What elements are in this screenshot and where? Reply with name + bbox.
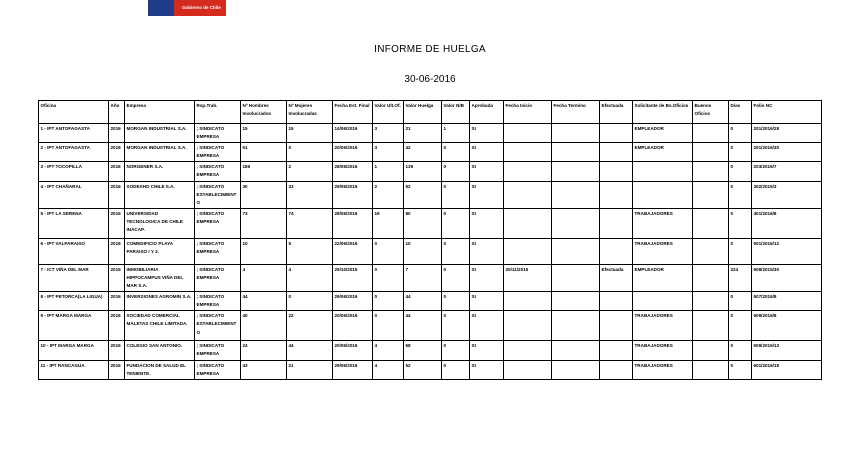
- table-cell: 601/2016/18: [752, 360, 822, 379]
- table-cell: 51: [241, 143, 287, 162]
- table-cell: 0: [442, 162, 470, 181]
- table-cell: [504, 292, 552, 311]
- table-cell: 43: [241, 360, 287, 379]
- table-cell: FUNDACION DE SALUD EL TENIENTE.: [125, 360, 195, 379]
- table-cell: ; SINDICATO EMPRESA: [195, 162, 241, 181]
- table-cell: 22/06/2016: [333, 238, 373, 264]
- table-cell: 7 - ICT VIÑA DEL MAR: [39, 264, 109, 291]
- table-cell: 42: [404, 143, 442, 162]
- table-cell: 0: [729, 238, 752, 264]
- table-cell: 2016: [109, 341, 125, 360]
- table-cell: 20/11/2015: [504, 264, 552, 291]
- column-header: Valor Ult.Of.: [373, 101, 404, 124]
- table-cell: [552, 264, 600, 291]
- table-cell: 44: [404, 292, 442, 311]
- table-cell: 52: [404, 181, 442, 208]
- table-cell: 15: [241, 124, 287, 143]
- table-cell: 201/2016/30: [752, 143, 822, 162]
- table-cell: Efectuada: [600, 264, 633, 291]
- table-cell: 401/2016/8: [752, 208, 822, 238]
- table-cell: 33: [287, 181, 333, 208]
- table-cell: 30: [241, 181, 287, 208]
- table-cell: ; SINDICATO EMPRESA: [195, 143, 241, 162]
- table-cell: 203/2016/7: [752, 162, 822, 181]
- table-cell: 7: [404, 264, 442, 291]
- table-cell: [504, 208, 552, 238]
- table-cell: 507/2016/8: [752, 292, 822, 311]
- table-cell: TRABAJADORES: [633, 238, 693, 264]
- table-cell: 28/06/2016: [333, 162, 373, 181]
- table-cell: [600, 181, 633, 208]
- table-cell: SI: [470, 208, 504, 238]
- table-cell: 10: [404, 238, 442, 264]
- table-cell: 20/06/2016: [333, 341, 373, 360]
- table-cell: 28/06/2016: [333, 208, 373, 238]
- table-cell: 2016: [109, 208, 125, 238]
- table-cell: 15: [287, 124, 333, 143]
- table-row: [39, 162, 822, 181]
- column-header: Días: [729, 101, 752, 124]
- table-cell: UNIVERSIDAD TECNOLOGICA DE CHILE INACAP.: [125, 208, 195, 238]
- table-cell: [552, 238, 600, 264]
- table-cell: 1: [442, 124, 470, 143]
- table-cell: SODEXHO CHILE S.A.: [125, 181, 195, 208]
- table-cell: 2016: [109, 360, 125, 379]
- table-row: [39, 311, 822, 341]
- table-cell: SI: [470, 143, 504, 162]
- column-header: Rsp.Trab.: [195, 101, 241, 124]
- table-cell: SOCIEDAD COMERCIAL MALETAS CHILE LIMITADA.: [125, 311, 195, 341]
- logo-text: Gobierno de Chile: [182, 5, 221, 10]
- table-cell: 4: [287, 264, 333, 291]
- table-cell: SI: [470, 360, 504, 379]
- table-cell: 20/06/2016: [333, 311, 373, 341]
- table-cell: 29/06/2016: [333, 181, 373, 208]
- table-cell: [552, 311, 600, 341]
- table-cell: 21: [287, 360, 333, 379]
- table-cell: 29/10/2015: [333, 264, 373, 291]
- table-cell: 2016: [109, 292, 125, 311]
- table-cell: ; SINDICATO EMPRESA: [195, 341, 241, 360]
- table-cell: 0: [287, 143, 333, 162]
- table-body: [39, 124, 822, 380]
- table-cell: [600, 124, 633, 143]
- table-cell: [633, 292, 693, 311]
- table-cell: 302/2016/3: [752, 181, 822, 208]
- table-cell: [600, 208, 633, 238]
- table-cell: [552, 341, 600, 360]
- table-cell: NORGENER S.A.: [125, 162, 195, 181]
- table-cell: SI: [470, 124, 504, 143]
- table-cell: 9 - IPT MARGA MARGA: [39, 311, 109, 341]
- table-cell: [693, 360, 729, 379]
- table-cell: [552, 162, 600, 181]
- table-cell: 1: [373, 162, 404, 181]
- table-cell: 24: [241, 341, 287, 360]
- table-cell: EMPLEADOR: [633, 264, 693, 291]
- table-cell: TRABAJADORES: [633, 341, 693, 360]
- column-header: Nº Mujeres Involucradas: [287, 101, 333, 124]
- table-cell: 224: [729, 264, 752, 291]
- table-cell: 52: [404, 360, 442, 379]
- table-cell: 0: [442, 238, 470, 264]
- table-cell: 0: [729, 292, 752, 311]
- table-cell: ; SINDICATO ESTABLECIMIENTO: [195, 181, 241, 208]
- table-cell: [693, 208, 729, 238]
- table-row: [39, 360, 822, 379]
- table-cell: 44: [241, 292, 287, 311]
- table-cell: MORGAN INDUSTRIAL S.A.: [125, 124, 195, 143]
- column-header: Año: [109, 101, 125, 124]
- table-cell: 201/2016/28: [752, 124, 822, 143]
- table-cell: [633, 162, 693, 181]
- table-cell: COMEDIFICIO PLAYA PARAISO I Y 2.: [125, 238, 195, 264]
- column-header: Fecha Inicio: [504, 101, 552, 124]
- gobierno-logo: [148, 0, 226, 16]
- table-header: [39, 101, 822, 124]
- table-cell: TRABAJADORES: [633, 311, 693, 341]
- table-cell: 80: [404, 208, 442, 238]
- table-cell: 4: [373, 341, 404, 360]
- table-cell: 509/2016/8: [752, 311, 822, 341]
- table-cell: 0: [442, 143, 470, 162]
- logo-blue-block: [148, 0, 174, 16]
- table-cell: [693, 181, 729, 208]
- table-cell: 73: [241, 208, 287, 238]
- table-cell: 0: [442, 208, 470, 238]
- table-cell: [504, 181, 552, 208]
- table-cell: 0: [373, 238, 404, 264]
- table-cell: [552, 124, 600, 143]
- table-row: [39, 238, 822, 264]
- table-cell: SI: [470, 341, 504, 360]
- table-cell: 0: [729, 360, 752, 379]
- column-header: Buenos Oficios: [693, 101, 729, 124]
- table-cell: 3 - IPT TOCOPILLA: [39, 162, 109, 181]
- table-cell: 8 - IPT PETORCA(LA LIGUA): [39, 292, 109, 311]
- table-cell: COLEGIO SAN ANTONIO.: [125, 341, 195, 360]
- table-cell: 0: [442, 360, 470, 379]
- table-cell: [693, 292, 729, 311]
- table-row: [39, 264, 822, 291]
- report-title: INFORME DE HUELGA: [374, 44, 486, 55]
- table-cell: [504, 238, 552, 264]
- table-cell: 2016: [109, 181, 125, 208]
- table-cell: [600, 341, 633, 360]
- table-cell: INVERSIONES AGROMIN S.A.: [125, 292, 195, 311]
- table-cell: [504, 311, 552, 341]
- table-row: [39, 292, 822, 311]
- table-cell: [504, 162, 552, 181]
- table-cell: 4 - IPT CHAÑARAL: [39, 181, 109, 208]
- table-cell: [552, 208, 600, 238]
- table-cell: ; SINDICATO EMPRESA: [195, 360, 241, 379]
- table-cell: 186: [241, 162, 287, 181]
- table-cell: 0: [373, 264, 404, 291]
- table-cell: ; SINDICATO EMPRESA: [195, 238, 241, 264]
- column-header: Efectuada: [600, 101, 633, 124]
- table-cell: 2016: [109, 238, 125, 264]
- column-header: Fecha Termino: [552, 101, 600, 124]
- table-cell: EMPLEADOR: [633, 143, 693, 162]
- column-header: Valor Huelga: [404, 101, 442, 124]
- table-cell: ; SINDICATO EMPRESA: [195, 292, 241, 311]
- table-cell: 0: [442, 341, 470, 360]
- table-row: [39, 341, 822, 360]
- table-cell: SI: [470, 181, 504, 208]
- table-cell: [504, 124, 552, 143]
- table-cell: 20/06/2016: [333, 143, 373, 162]
- column-header: Fecha Est. Final: [333, 101, 373, 124]
- table-cell: 0: [729, 208, 752, 238]
- column-header: Solicitante de Bs.Oficios: [633, 101, 693, 124]
- table-cell: 4: [241, 264, 287, 291]
- table-cell: TRABAJADORES: [633, 208, 693, 238]
- table-cell: 29/06/2016: [333, 360, 373, 379]
- table-cell: 2016: [109, 311, 125, 341]
- table-cell: 0: [373, 292, 404, 311]
- table-cell: [552, 360, 600, 379]
- table-cell: 5 - IPT LA SERENA: [39, 208, 109, 238]
- table-cell: [693, 124, 729, 143]
- table-cell: 5: [287, 238, 333, 264]
- table-cell: 2016: [109, 124, 125, 143]
- table-cell: 0: [442, 292, 470, 311]
- table-cell: 3: [373, 124, 404, 143]
- table-cell: 2016: [109, 162, 125, 181]
- table-cell: 44: [404, 311, 442, 341]
- table-cell: ; SINDICATO EMPRESA: [195, 124, 241, 143]
- table-cell: [552, 143, 600, 162]
- table-cell: 0: [729, 162, 752, 181]
- table-cell: 58: [404, 341, 442, 360]
- table-cell: 139: [404, 162, 442, 181]
- table-cell: SI: [470, 162, 504, 181]
- table-cell: 501/2016/12: [752, 238, 822, 264]
- table-cell: [504, 360, 552, 379]
- table-cell: 14/06/2016: [333, 124, 373, 143]
- table-cell: [693, 311, 729, 341]
- table-cell: [600, 143, 633, 162]
- table-cell: SI: [470, 264, 504, 291]
- table-cell: MORGAN INDUSTRIAL S.A.: [125, 143, 195, 162]
- table-cell: 0: [287, 292, 333, 311]
- table-cell: 74: [287, 208, 333, 238]
- table-cell: SI: [470, 238, 504, 264]
- table-cell: 2015: [109, 264, 125, 291]
- table-cell: 0: [729, 311, 752, 341]
- table-cell: [552, 181, 600, 208]
- table-cell: 0: [729, 341, 752, 360]
- table-cell: [504, 341, 552, 360]
- column-header: Nº Hombres Involucrados: [241, 101, 287, 124]
- table-cell: 0: [442, 311, 470, 341]
- table-cell: [552, 292, 600, 311]
- table-cell: 0: [729, 181, 752, 208]
- table-cell: [600, 311, 633, 341]
- table-cell: [693, 238, 729, 264]
- table-cell: INMOBILIARIA HIPPOCAMPUS VIÑA DEL MAR S.A.: [125, 264, 195, 291]
- logo-red-block: [174, 0, 226, 16]
- table-cell: 21: [404, 124, 442, 143]
- table-cell: 3: [373, 143, 404, 162]
- table-cell: ; SINDICATO ESTABLECIMIENTO: [195, 311, 241, 341]
- table-cell: 2016: [109, 143, 125, 162]
- strike-report-table: [38, 100, 822, 380]
- table-cell: 19: [373, 208, 404, 238]
- table-cell: 4: [373, 360, 404, 379]
- table-cell: [600, 162, 633, 181]
- report-date: 30-06-2016: [404, 74, 456, 85]
- column-header: Folio NC: [752, 101, 822, 124]
- table-cell: [504, 143, 552, 162]
- table-cell: 6 - IPT VALPARAISO: [39, 238, 109, 264]
- table-cell: [633, 181, 693, 208]
- table-cell: 0: [373, 311, 404, 341]
- table-cell: [693, 143, 729, 162]
- table-cell: 29/06/2016: [333, 292, 373, 311]
- table-row: [39, 124, 822, 143]
- table-cell: [600, 360, 633, 379]
- table-cell: [693, 341, 729, 360]
- table-cell: [600, 238, 633, 264]
- table-row: [39, 143, 822, 162]
- table-cell: SI: [470, 311, 504, 341]
- table-cell: EMPLEADOR: [633, 124, 693, 143]
- table-cell: 10 - IPT MARGA MARGA: [39, 341, 109, 360]
- table-cell: [693, 162, 729, 181]
- table-cell: 11 - IPT RANCAGUA: [39, 360, 109, 379]
- table-cell: ; SINDICATO EMPRESA: [195, 264, 241, 291]
- table-cell: 0: [442, 264, 470, 291]
- table-cell: [600, 292, 633, 311]
- column-header: Empresa: [125, 101, 195, 124]
- table-cell: SI: [470, 292, 504, 311]
- table-cell: 0: [729, 124, 752, 143]
- table-cell: TRABAJADORES: [633, 360, 693, 379]
- table-cell: 22: [287, 311, 333, 341]
- table-cell: 508/2015/30: [752, 264, 822, 291]
- table-cell: 2 - IPT ANTOFAGASTA: [39, 143, 109, 162]
- column-header: Valor N/B: [442, 101, 470, 124]
- column-header: Oficina: [39, 101, 109, 124]
- header-row: [39, 101, 822, 124]
- table-row: [39, 208, 822, 238]
- table-cell: 40: [241, 311, 287, 341]
- table-cell: [693, 264, 729, 291]
- table-cell: 44: [287, 341, 333, 360]
- table-cell: 10: [241, 238, 287, 264]
- table-cell: ; SINDICATO EMPRESA: [195, 208, 241, 238]
- table-cell: 0: [442, 181, 470, 208]
- table-cell: 509/2016/13: [752, 341, 822, 360]
- table-cell: 0: [729, 143, 752, 162]
- column-header: Aprobada: [470, 101, 504, 124]
- table-cell: 2: [373, 181, 404, 208]
- table-row: [39, 181, 822, 208]
- table-cell: 2: [287, 162, 333, 181]
- table-cell: 1 - IPT ANTOFAGASTA: [39, 124, 109, 143]
